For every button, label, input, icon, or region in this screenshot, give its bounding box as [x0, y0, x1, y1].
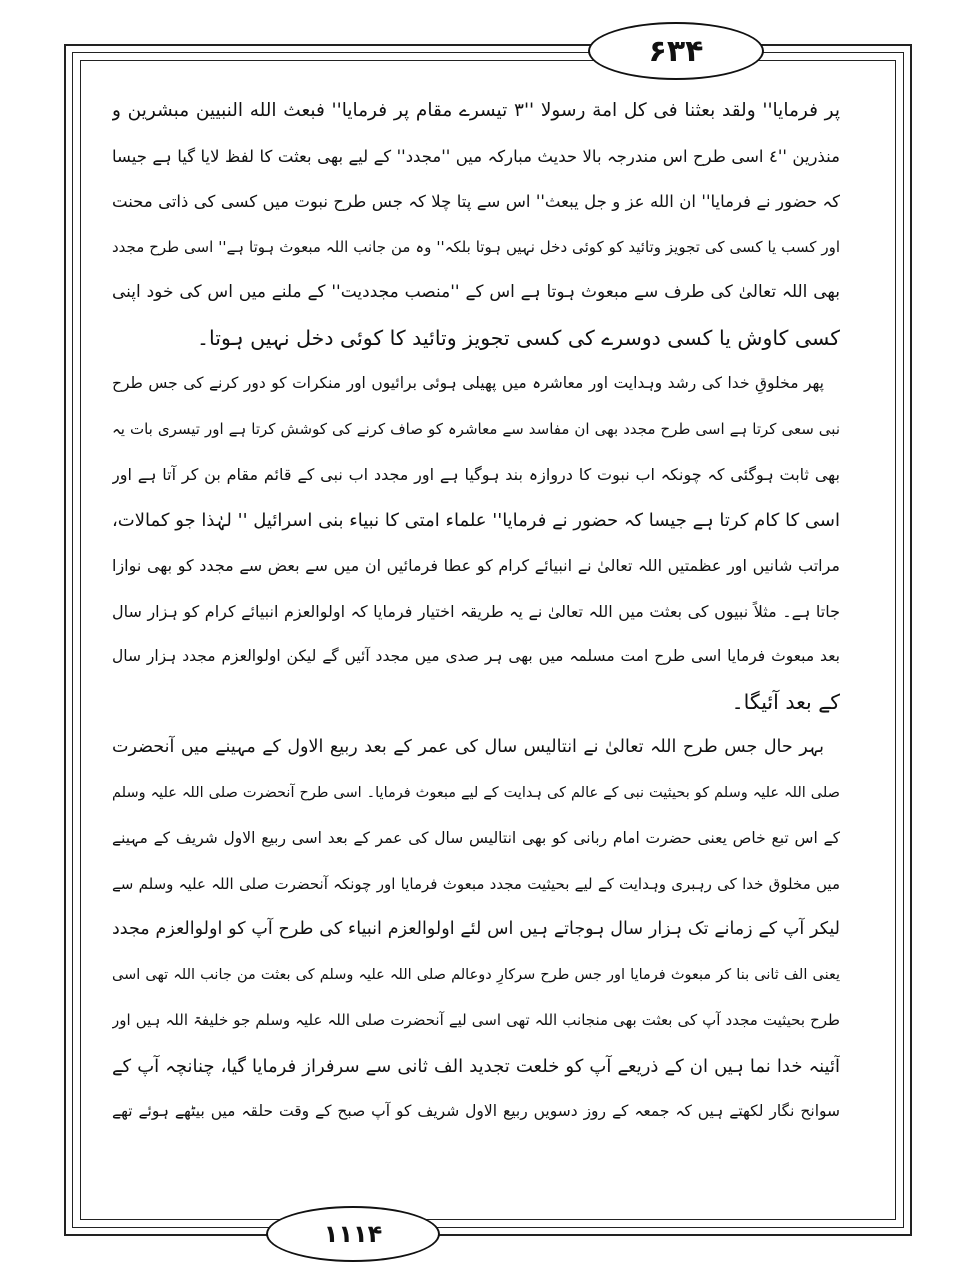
page-number-oval	[588, 22, 764, 80]
text-line: لیکر آپ کے زمانے تک ہزار سال ہوجاتے ہیں اس لئے اولوالعزم انبیاء کی طرح آپ کو اولوالعزم مجدد	[112, 919, 840, 939]
text-line: کہ حضور نے فرمایا'' ان الله عز و جل یبعث'' اس سے پتا چلا کہ جس طرح نبوت میں کسی کی ذاتی محنت	[112, 192, 840, 211]
text-line: کے بعد آئیگا۔	[731, 689, 840, 714]
text-line: یعنی الف ثانی بنا کر مبعوث فرمایا اور جس طرح سرکارِ دوعالم صلی اللہ علیہ وسلم کی بعثت من جانب اللہ تھی اسی	[112, 966, 840, 983]
text-line: بہر حال جس طرح اللہ تعالیٰ نے انتالیس سال کی عمر کے بعد ربیع الاول کے مہینے میں آنحضرت	[112, 737, 824, 757]
text-line: صلی اللہ علیہ وسلم کو بحیثیت نبی کے عالم کی ہدایت کے لیے مبعوث فرمایا۔ اسی طرح آنحضرت صلی اللہ علیہ وسلم	[112, 784, 840, 801]
text-line: سوانح نگار لکھتے ہیں کہ جمعہ کے روز دسویں ربیع الاول شریف کو آپ صبح کے وقت حلقہ میں بیٹھے ہوئے تھے	[112, 1102, 840, 1120]
text-line: پر فرمایا'' ولقد بعثنا فی کل امة رسولا ''٣ تیسرے مقام پر فرمایا'' فبعث الله النبیین مبشرین و	[112, 100, 840, 121]
text-line: بھی ثابت ہوگئی کہ چونکہ اب نبوت کا دروازہ بند ہوگیا ہے اور مجدد اب نبی کے قائم مقام بن کر آتا ہے اور	[112, 465, 840, 484]
text-line: میں مخلوق خدا کی رہبری وہدایت کے لیے بحیثیت مجدد مبعوث فرمایا اور چونکہ آنحضرت صلی اللہ علیہ وسلم سے	[112, 874, 840, 893]
text-line: نبی سعی کرتا ہے اسی طرح مجدد بھی ان مفاسد سے معاشرہ کو صاف کرنے کی کوشش کرتا ہے اور تیسری بات یہ	[112, 419, 840, 438]
text-line: مراتب شانیں اور عظمتیں اللہ تعالیٰ نے انبیائے کرام کو عطا فرمائیں ان میں سے بعض سے مجدد کو بھی نوازا	[112, 556, 840, 575]
text-line: بعد مبعوث فرمایا اسی طرح امت مسلمہ میں بھی ہر صدی میں مجدد آئیں گے لیکن اولوالعزم مجدد ہزار سال	[112, 647, 840, 665]
text-line: بھی اللہ تعالیٰ کی طرف سے مبعوث ہوتا ہے اس کے ''منصب مجددیت'' کے ملنے میں اس کی خود اپنی	[112, 282, 840, 302]
text-line: طرح بحیثیت مجدد آپ کی بعثت بھی منجانب اللہ تھی اسی لیے آنحضرت صلی اللہ علیہ وسلم جو خلیفۃ اللہ ہیں اور	[112, 1011, 840, 1029]
text-line: کسی کاوش یا کسی دوسرے کی کسی تجویز وتائید کا کوئی دخل نہیں ہوتا۔	[197, 325, 840, 350]
text-line: منذرین ''٤ اسی طرح اس مندرجہ بالا حدیث مبارکہ میں ''مجدد'' کے لیے بھی بعثت کا لفظ لایا گیا ہے جیسا	[112, 146, 840, 166]
text-line: کے اس تبع خاص یعنی حضرت امام ربانی کو بھی انتالیس سال کی عمر کے بعد اسی ربیع الاول شریف کے مہینے	[112, 829, 840, 847]
text-line: پھر مخلوقِ خدا کی رشد وہدایت اور معاشرہ میں پھیلی ہوئی برائیوں اور منکرات کو دور کرنے کی جس طرح	[112, 374, 824, 392]
text-line: جاتا ہے۔ مثلاً نبیوں کی بعثت میں اللہ تعالیٰ نے یہ طریقہ اختیار فرمایا کہ اولوالعزم انبیائے کرام کو ہزار سال	[112, 601, 840, 621]
urdu-text-body	[112, 88, 840, 1200]
page-number: ۶۳۴	[648, 33, 704, 69]
volume-page-oval	[266, 1206, 440, 1262]
volume-page-number: ۱۱۱۴	[323, 1220, 383, 1248]
text-line: اسی کا کام کرتا ہے جیسا کہ حضور نے فرمایا'' علماء امتی کا نبیاء بنی اسرائیل '' لہٰذا جو کمالات،	[112, 509, 840, 531]
text-line: اور کسب یا کسی کی تجویز وتائید کو کوئی دخل نہیں ہوتا بلکہ'' وہ من جانب اللہ مبعوث ہوتا ہے'' اسی طرح مجدد	[112, 237, 840, 256]
text-line: آئینہ خدا نما ہیں ان کے ذریعے آپ کو خلعت تجدید الف ثانی سے سرفراز فرمایا گیا، چنانچہ آپ کے	[112, 1055, 840, 1077]
